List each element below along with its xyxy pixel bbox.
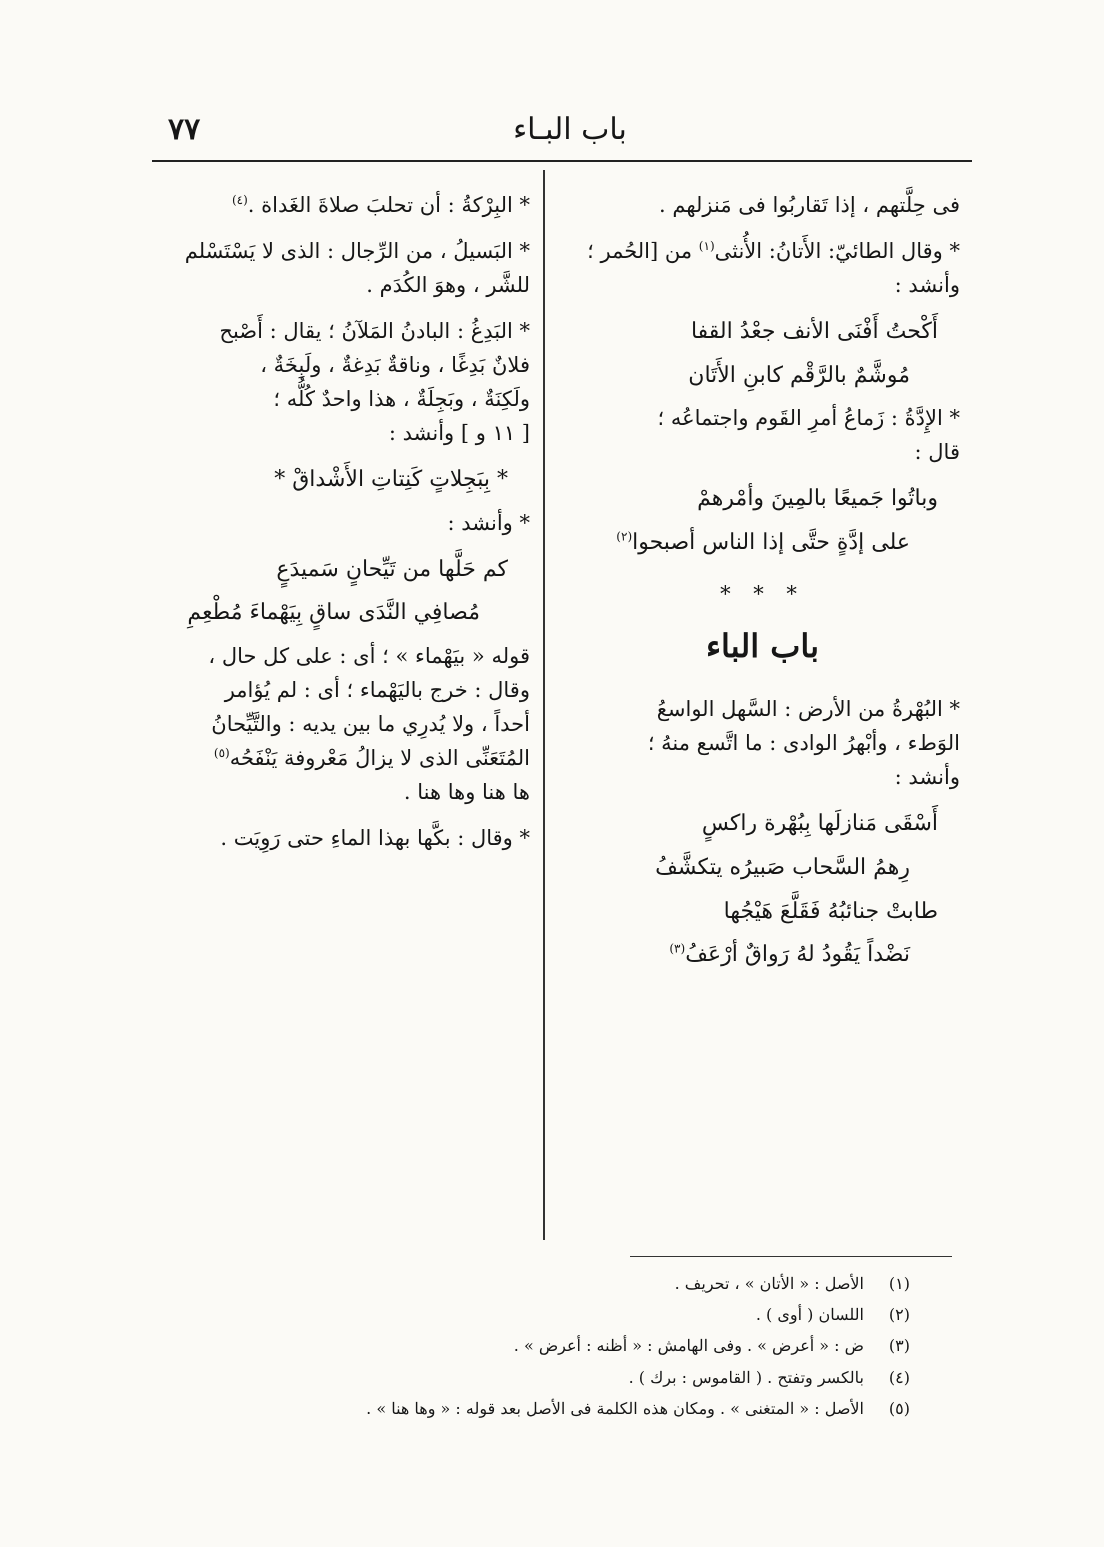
paragraph: قوله « بيَهْماء » ؛ أى : على كل حال ، وقال : خرج باليَهْماء ؛ أى : لم يُؤامر أحداً ، ولا يُدرِي ما بين يديه : والتَّيِّحانُ المُتَعَنِّى الذى لا يزالُ مَعْروفة يَنْفَحُه$^{(٥)}$ ها هنا وها هنا . bbox=[208, 644, 530, 805]
right-column bbox=[565, 188, 960, 981]
footnote: (٥)الأصل : « المتغنى » . ومكان هذه الكلمة فى الأصل بعد قوله : « وها هنا » . bbox=[366, 1398, 910, 1418]
verse-line: رِهمُ السَّحاب صَبيرُه يتكشَّفُ bbox=[655, 855, 910, 881]
verse-line: مُوشَّمٌ بالرَّقْم كابنِ الأَتَان bbox=[688, 362, 910, 388]
footnote-rule bbox=[630, 1256, 952, 1257]
footnote-ref: (٣) bbox=[669, 942, 686, 957]
paragraph: * الإِدَّةُ : زَماعُ أمرِ القَوم واجتماعُه ؛ قال : bbox=[657, 406, 960, 465]
paragraph: * وقال : بكَّها بهذا الماءِ حتى رَوِيَت . bbox=[220, 826, 530, 851]
paragraph: * البَسيلُ ، من الرِّجال : الذى لا يَسْتَسْلم للشَّر ، وهوَ الكُدَم . bbox=[184, 239, 530, 298]
paragraph: * البُهْرةُ من الأرض : السَّهل الواسعُ الوَطء ، وأبْهرُ الوادى : ما اتَّسع منهُ ؛ وأنشد : bbox=[647, 697, 960, 790]
verse-line: كم حَلَّها من تَيِّحانٍ سَميدَعٍ bbox=[276, 556, 508, 582]
paragraph: * البِرْكةُ : أن تحلبَ صلاةَ الغَداة .$^{(٤)}$ bbox=[231, 193, 530, 217]
page-number: ٧٧ bbox=[168, 112, 201, 147]
footnote-ref: (٥) bbox=[213, 746, 230, 761]
running-head: باب البـاء bbox=[513, 112, 627, 147]
paragraph: فى حِلَّتهم ، إذا تَقاربُوا فى مَنزلهم . bbox=[659, 193, 960, 217]
verse-line: * بِبَجِلاتٍ كَنِتاتِ الأَشْداقْ * bbox=[274, 467, 508, 493]
footnote: (١)الأصل : « الأتان » ، تحريف . bbox=[674, 1274, 910, 1293]
section-heading: باب الباء bbox=[705, 626, 819, 665]
footnote: (٢)اللسان ( أوى ) . bbox=[755, 1305, 910, 1325]
verse-line: على إدَّةٍ حتَّى إذا الناس أصبحوا$^{(٢)}$ bbox=[616, 529, 910, 555]
footnotes bbox=[300, 1268, 910, 1424]
verse-line: أَسْقَى مَنازلَها بِبُهْرة راكسٍ bbox=[701, 811, 938, 837]
footnote-ref: (١) bbox=[698, 239, 715, 254]
left-column bbox=[150, 188, 530, 867]
verse-line: طابتْ جنائبُهُ فَقَلَّعَ هَيْجُها bbox=[723, 898, 938, 924]
footnote: (٣)ض : « أعرض » . وفى الهامش : « أظنه : أعرض » . bbox=[513, 1336, 910, 1356]
footnote-ref: (٢) bbox=[616, 529, 633, 544]
footnote-ref: (٤) bbox=[231, 193, 248, 207]
verse-line: نَضْداً يَقُودُ لهُ رَواقٌ أرْعَفُ$^{(٣)}$ bbox=[669, 942, 910, 968]
verse-line: وباتُوا جَميعًا بالمِينَ وأمْرهمْ bbox=[697, 486, 938, 512]
verse-line: أَكْحتُ أَفْنَى الأنف جعْدُ القفا bbox=[690, 319, 938, 345]
paragraph: * وقال الطائيّ: الأَتانُ: الأُنثى$^{(١)}$ من [الحُمر ؛ وأنشد : bbox=[587, 239, 960, 298]
column-divider bbox=[543, 170, 545, 1240]
section-separator: * * * bbox=[720, 581, 805, 606]
verse-line: مُصافِي النَّدَى ساقٍ بِيَهْماءَ مُطْعِمِ bbox=[187, 600, 480, 626]
paragraph: * البَدِغُ : البادنُ المَلآنُ ؛ يقال : أَصْبح فلانٌ بَدِغًا ، وناقةٌ بَدِغةٌ ، ولَبِخَةٌ ، ولَكِنَةٌ ، وبَجِلَةٌ ، هذا واحدٌ كُلُّه ؛ [ ١١ و ] وأنشد : bbox=[219, 319, 530, 446]
paragraph: * وأنشد : bbox=[447, 510, 530, 535]
header-rule bbox=[152, 160, 972, 162]
footnote: (٤)بالكسر وتفتح . ( القاموس : برك ) . bbox=[628, 1367, 910, 1387]
